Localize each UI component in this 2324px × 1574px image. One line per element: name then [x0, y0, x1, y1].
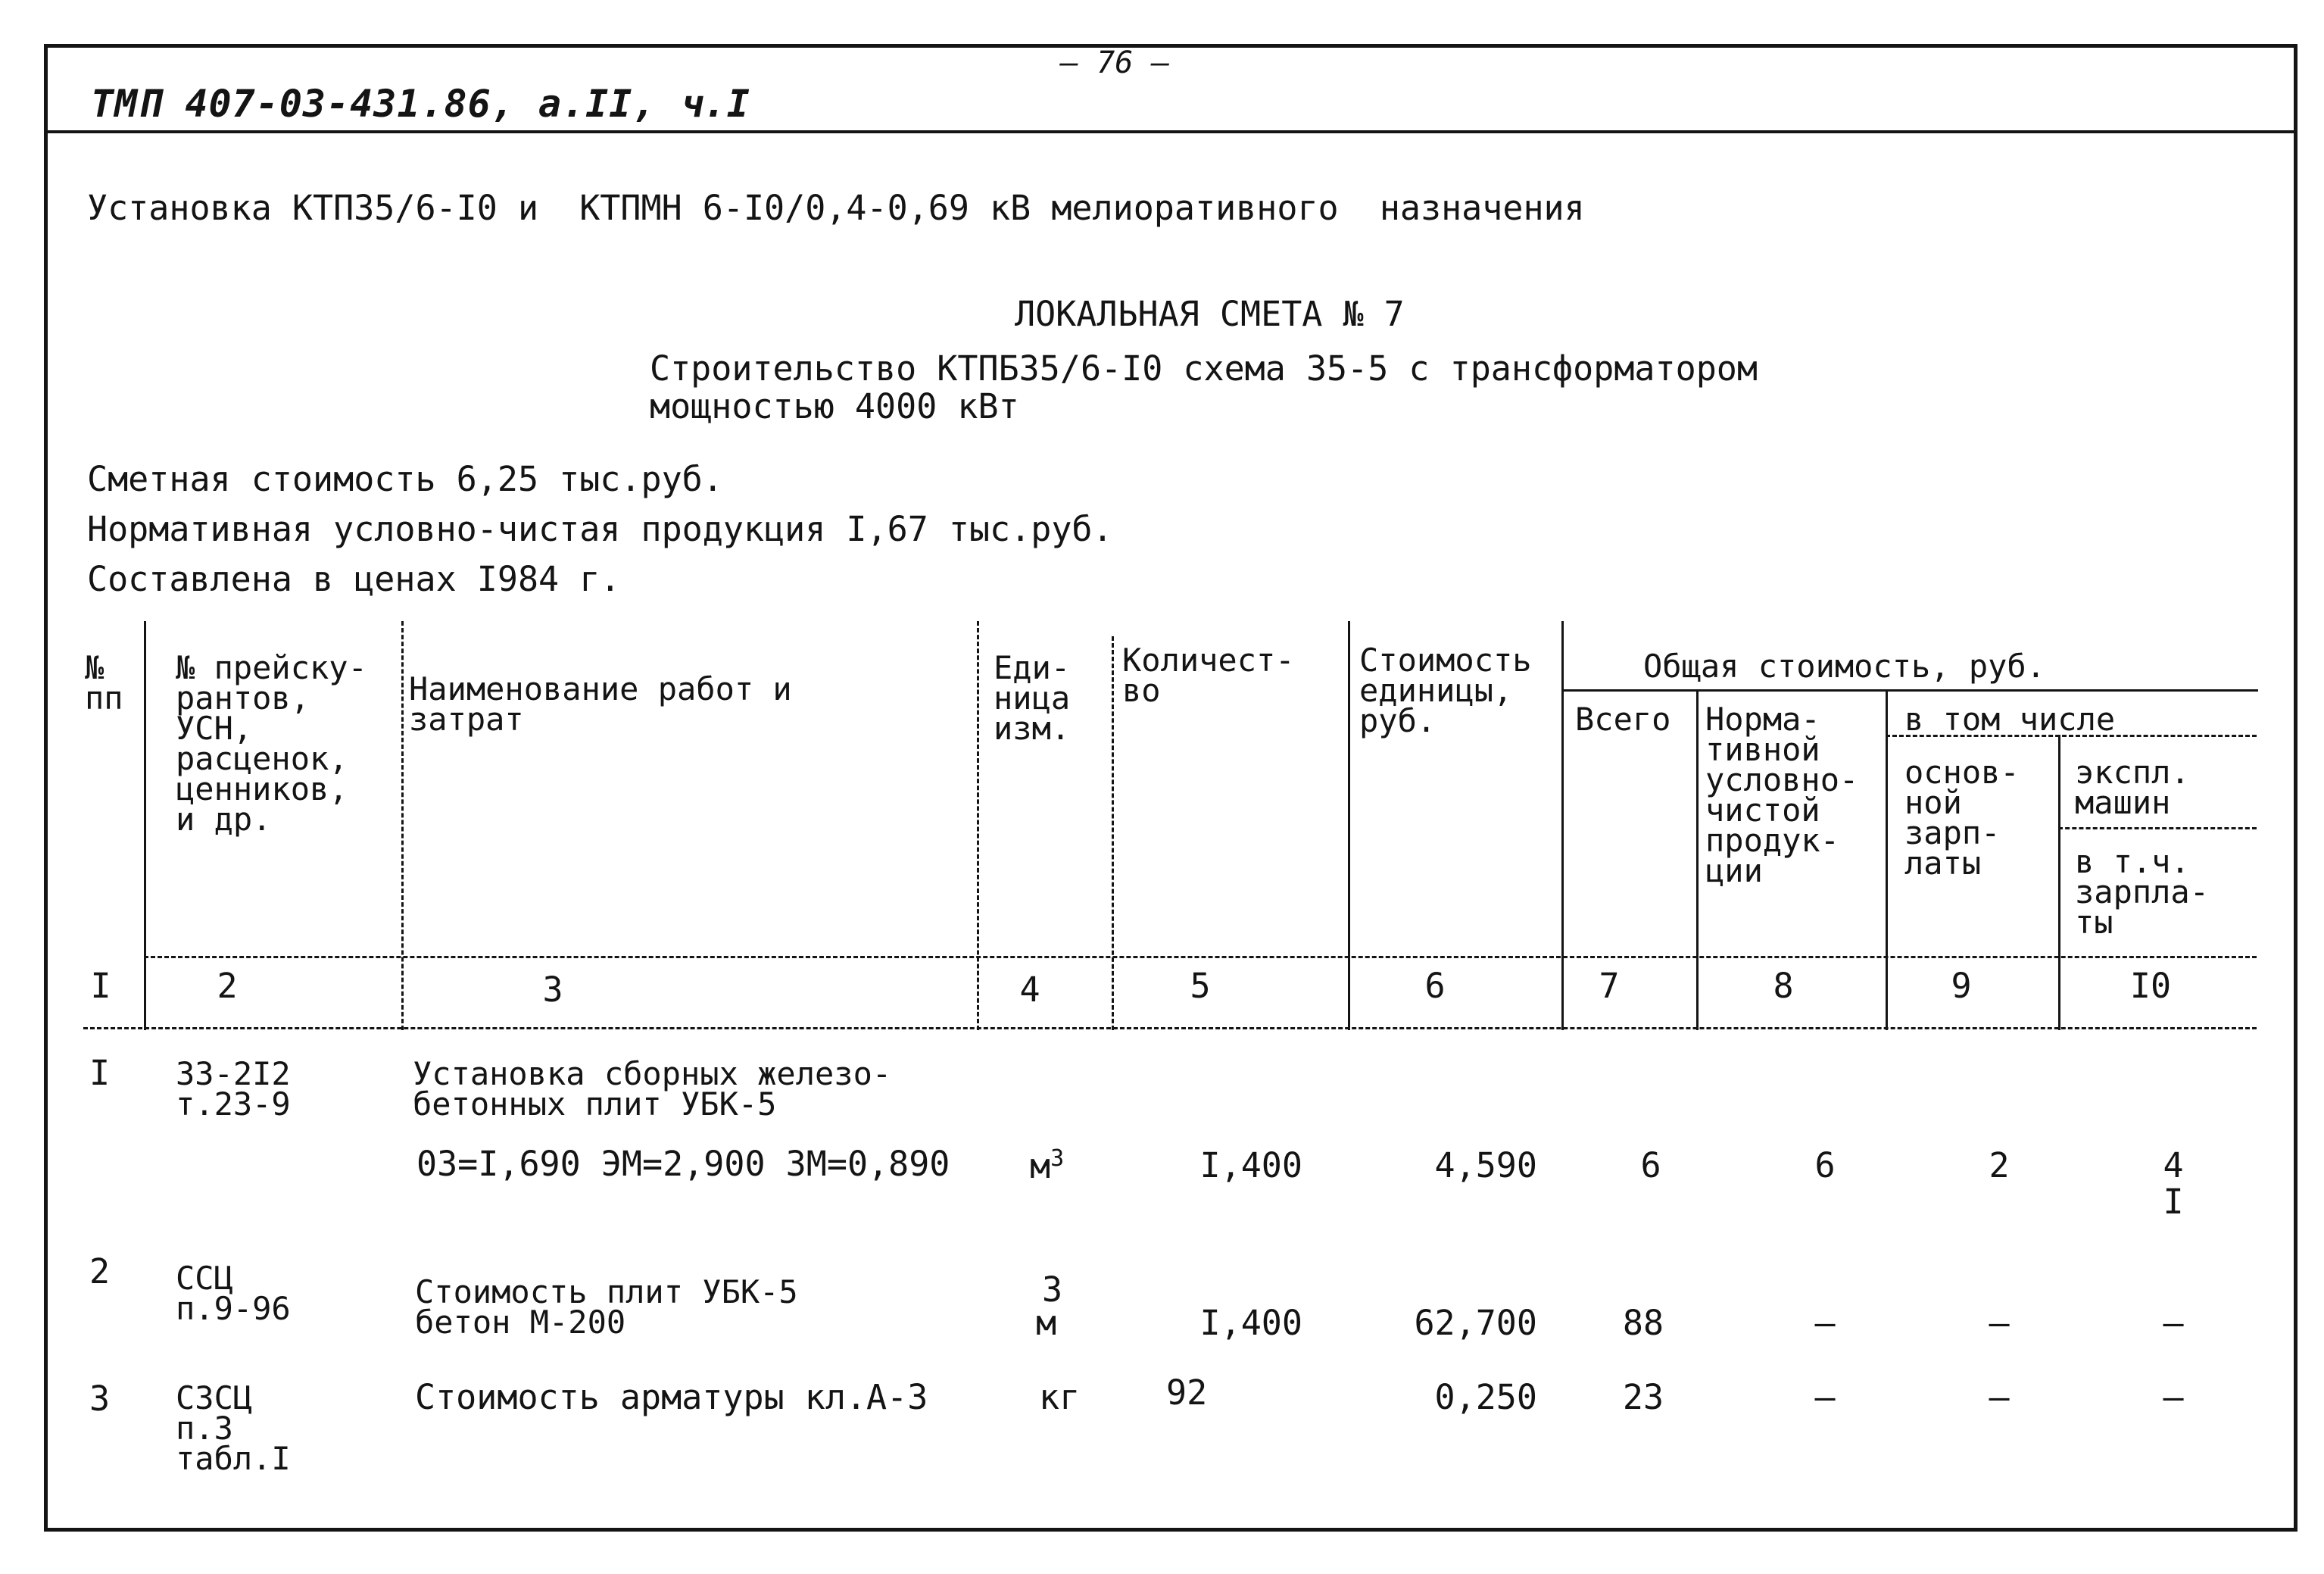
row-3-salary: – [1989, 1377, 2010, 1417]
row-1-qty: I,400 [1199, 1145, 1302, 1185]
title-line: Установка КТП35/6-I0 и КТПМН 6-I0/0,4-0,69 кВ мелиоративного назначения [87, 188, 1585, 228]
document-reference: ТМП 407-03-431.86, а.II, ч.I [91, 82, 750, 126]
normative-product: Нормативная условно-чистая продукция I,67 тыс.руб. [87, 509, 1113, 549]
row-3-ref: СЗСЦ п.3 табл.I [176, 1379, 291, 1477]
column-number: 4 [1019, 970, 1040, 1010]
header-col-normative: Норма- тивной условно- чистой продук- ции [1705, 701, 1859, 889]
column-number: I0 [2129, 966, 2172, 1006]
table-line [144, 621, 146, 1030]
row-2-normative: – [1814, 1303, 1836, 1343]
row-2-num: 2 [89, 1251, 111, 1291]
header-col-unit: Еди- ница изм. [994, 649, 1071, 747]
table-line [1348, 621, 1350, 1030]
row-2-unit: м [1036, 1303, 1057, 1343]
price-basis: Составлена в ценах I984 г. [87, 559, 621, 599]
estimated-cost: Сметная стоимость 6,25 тыс.руб. [87, 459, 723, 499]
row-2-name: Стоимость плит УБК-5 бетон М-200 [415, 1273, 798, 1341]
row-1-formula: 03=I,690 ЭМ=2,900 ЗМ=0,890 [416, 1144, 950, 1184]
row-1-total: 6 [1640, 1145, 1661, 1185]
column-number: 5 [1190, 966, 1211, 1006]
header-total-cost-group: Общая стоимость, руб. [1643, 648, 2046, 685]
row-1-num: I [89, 1053, 111, 1093]
row-3-price: 0,250 [1434, 1377, 1537, 1417]
row-2-ref: ССЦ п.9-96 [176, 1260, 291, 1327]
row-2-machines: – [2163, 1303, 2184, 1343]
table-line [2058, 827, 2257, 829]
row-3-total: 23 [1622, 1377, 1664, 1417]
table-line [144, 956, 2257, 958]
row-1-machines-salary: I [2163, 1182, 2184, 1222]
table-line [1561, 621, 1564, 1030]
header-col-ref: № прейску- рантов, УСН, расценок, ценников, и др. [176, 649, 367, 838]
estimate-title: ЛОКАЛЬНАЯ СМЕТА № 7 [1015, 294, 1405, 334]
header-col-num: № пп [85, 649, 123, 717]
row-3-qty: 92 [1166, 1373, 1208, 1413]
column-number: 6 [1424, 966, 1446, 1006]
header-col-salary: основ- ной зарп- латы [1904, 754, 2020, 882]
row-1-unit: $м^3$ [1030, 1145, 1065, 1186]
table-line [401, 621, 404, 1030]
row-3-name: Стоимость арматуры кл.А-3 [415, 1377, 928, 1417]
column-number: 9 [1951, 966, 1972, 1006]
row-1-name: Установка сборных железо- бетонных плит УБК-5 [413, 1055, 892, 1123]
header-including-group: в том числе [1904, 701, 2116, 738]
column-number: 7 [1599, 966, 1620, 1006]
header-col-machines: экспл. машин [2075, 754, 2190, 821]
header-divider [44, 130, 2297, 133]
column-number: 8 [1773, 966, 1794, 1006]
column-number: I [90, 966, 111, 1006]
row-1-machines: 4 [2163, 1145, 2184, 1185]
header-col-name: Наименование работ и затрат [409, 670, 792, 738]
row-2-qty: I,400 [1199, 1303, 1302, 1343]
page-number: – 76 – [1060, 45, 1170, 80]
estimate-subtitle-1: Строительство КТПБ35/6-I0 схема 35-5 с трансформатором [650, 348, 1758, 389]
row-2-unit-sup: 3 [1042, 1270, 1063, 1310]
table-line [1886, 689, 1888, 1030]
table-line [1112, 636, 1114, 1030]
table-line [2058, 735, 2060, 1030]
row-3-unit: кг [1039, 1377, 1081, 1417]
header-col-qty: Количест- во [1122, 642, 1295, 709]
row-3-normative: – [1814, 1377, 1836, 1417]
header-col-total: Всего [1575, 701, 1671, 738]
row-3-num: 3 [89, 1379, 111, 1419]
header-col-machines-salary: в т.ч. зарпла- ты [2075, 843, 2210, 941]
header-col-unit-price: Стоимость единицы, руб. [1359, 642, 1532, 739]
table-line [1696, 689, 1699, 1030]
row-1-normative: 6 [1814, 1145, 1836, 1185]
column-number: 2 [217, 966, 238, 1006]
table-line [977, 621, 979, 1030]
column-number: 3 [542, 970, 563, 1010]
row-3-machines: – [2163, 1377, 2184, 1417]
row-1-salary: 2 [1989, 1145, 2010, 1185]
row-2-price: 62,700 [1414, 1303, 1537, 1343]
table-line [83, 1027, 2257, 1029]
estimate-subtitle-2: мощностью 4000 кВт [650, 386, 1019, 426]
row-1-ref: 33-2I2 т.23-9 [176, 1055, 291, 1123]
row-2-salary: – [1989, 1303, 2010, 1343]
row-2-total: 88 [1622, 1303, 1664, 1343]
row-1-price: 4,590 [1434, 1145, 1537, 1185]
table-line [1561, 689, 2258, 692]
